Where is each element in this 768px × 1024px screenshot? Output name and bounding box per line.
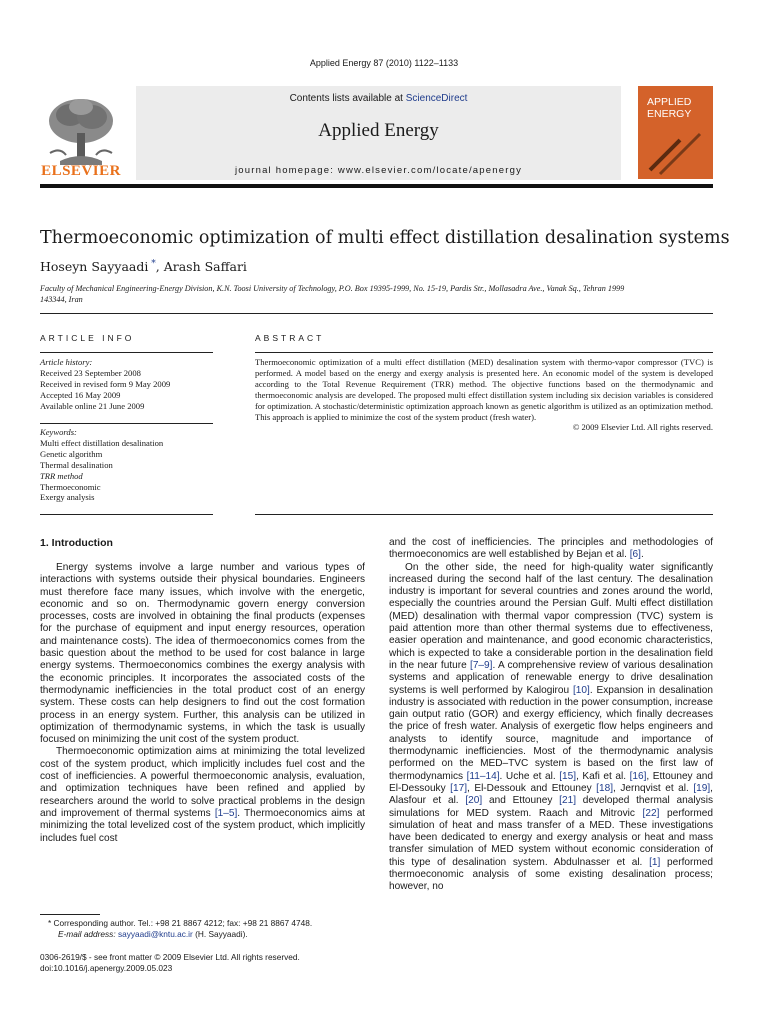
abstract-copyright: © 2009 Elsevier Ltd. All rights reserved.: [572, 422, 713, 433]
text-run: , Ettouney and El-Dessouky: [389, 770, 714, 794]
corresponding-author-note: * Corresponding author. Tel.: +98 21 8867 4212; fax: +98 21 8867 4748.: [48, 918, 313, 928]
doi-line[interactable]: doi:10.1016/j.apenergy.2009.05.023: [40, 963, 173, 973]
article-info-rule: [40, 352, 213, 353]
keyword-item: Thermal desalination: [40, 459, 113, 470]
email-label: E-mail address:: [58, 929, 118, 939]
keyword-item: TRR method: [40, 470, 83, 481]
intro-paragraph: [40, 746, 365, 844]
section-heading-introduction: 1. Introduction: [40, 537, 113, 549]
publication-info: [40, 952, 440, 974]
reference-link[interactable]: [1–5]: [214, 807, 238, 819]
email-line: [40, 929, 370, 940]
header-rule: [40, 184, 713, 188]
intro-paragraph: Energy systems involve a large number and various types of interactions with systems outside their physical boundaries. Engineers must therefore face many issues, which involve with the energetic, economic and so on. Thermodynamic govern energy conversion processes, costs are involved in obtaining the final products (expenses for the purchase of equipment and input energy resources, operation and maintenance costs). The idea of thermoeconomics comes from the basic question about the method to be used for cost balance in large energy systems. Thermoeconomics combines the exergy analysis with the economic principles. It incorporates the associated costs of the thermodynamic inefficiencies in the total product cost of an energy system. These costs can help designers to find out the cost formation process in an energy system. Further, this analysis can be utilized in optimization of thermodynamic systems, in which the task is usually focused on minimizing the unit cost of the system product.: [40, 562, 365, 746]
reference-link[interactable]: [17]: [450, 782, 468, 794]
abstract-label: ABSTRACT: [255, 333, 325, 343]
text-run: , Alasfour et al.: [389, 782, 713, 807]
history-item: Received 23 September 2008: [40, 367, 141, 378]
author-affiliation: Faculty of Mechanical Engineering-Energy Division, K.N. Toosi University of Technology, P.O. Box 19395-1999, No. 15-19, Pardis Str., Mollasadra Ave., Vanak Sq., Tehran 1999 143344, Iran: [40, 284, 625, 304]
keyword-item: Exergy analysis: [40, 492, 95, 503]
keywords-rule: [40, 423, 213, 424]
reference-link[interactable]: [21]: [559, 795, 577, 807]
article-info-label: ARTICLE INFO: [40, 333, 135, 343]
reference-link[interactable]: [22]: [642, 807, 660, 819]
text-run: , El-Dessouk and Ettouney: [467, 782, 597, 794]
text-run: Thermoeconomic optimization aims at minimizing the total levelized cost of the system product, which implicitly includes fuel cost and the cost of inefficiencies. A powerful thermoeconomic analysis, evaluation, and optimization techniques have been refined and applied by researchers around the world to solve practical problems in the design and improvement of thermal systems: [40, 746, 365, 819]
text-run: . Uche et al.: [499, 770, 560, 782]
body-column-left: [40, 562, 365, 845]
text-run: performed simulation of heat and mass transfer of a MED. These investigations have been dedicated to energy and exergy analysis or heat and mass transfer simulation of MED system without economic consideration of this type of desalination system. Abdulnasser et al.: [389, 807, 713, 868]
footnote: [40, 918, 370, 940]
keyword-item: Thermoeconomic: [40, 481, 101, 492]
reference-link[interactable]: [7–9]: [470, 659, 493, 671]
author-separator: ,: [155, 259, 164, 275]
text-run: On the other side, the need for high-quality water significantly increased during the second half of the last century. The desalination industry is important for several countries and zones around the world, especially the countries around the Persian Gulf. Multi effect distillation (MED) desalination with thermal vapor compression (TVC) system is paid attention more than other thermal systems due to effectiveness, easier operation and maintenance, and good economic characteristics, which is expected to take a considerable portion in the desalination field in the near future: [389, 561, 713, 671]
sciencedirect-link[interactable]: ScienceDirect: [405, 93, 468, 104]
text-run: and Ettouney: [482, 795, 560, 807]
text-run: . Expansion in desalination industry is associated with reduction in the power consumption, increase gain output ratio (GOR) and exergy efficiency, which finally decreases the price of fresh water. Analysis of exergetic flow helps engineers and analysts to identify source, magnitude and importance of thermodynamic inefficiencies. Most of the thermodynamic analysis performed on the MED–TVC system is based on the first law of thermodynamics: [389, 684, 713, 782]
author-name[interactable]: Hoseyn Sayyaadi: [40, 259, 149, 275]
keyword-item: Genetic algorithm: [40, 448, 103, 459]
section-divider: [40, 313, 713, 314]
article-history: [40, 357, 220, 412]
text-run: and the cost of inefficiencies. The principles and methodologies of thermoeconomics are well established by Bejan et al.: [389, 537, 713, 561]
keywords-label: Keywords:: [40, 427, 77, 437]
history-item: Available online 21 June 2009: [40, 400, 145, 411]
email-link[interactable]: sayyaadi@kntu.ac.ir: [117, 929, 193, 939]
reference-link[interactable]: [18]: [596, 782, 613, 794]
history-label: Article history:: [40, 357, 93, 367]
journal-homepage[interactable]: journal homepage: www.elsevier.com/locate/apenergy: [234, 165, 523, 176]
reference-link[interactable]: [10]: [572, 684, 590, 696]
text-run: , Kafi et al.: [576, 770, 630, 782]
footnote-rule: [40, 914, 100, 915]
reference-link[interactable]: [16]: [629, 770, 647, 782]
contents-prefix: Contents lists available at: [289, 93, 406, 104]
author-list: [40, 259, 247, 274]
reference-link[interactable]: [20]: [465, 795, 483, 807]
article-info-end-rule: [40, 514, 213, 515]
journal-citation: Applied Energy 87 (2010) 1122–1133: [309, 58, 459, 68]
text-run: .: [640, 549, 644, 561]
reference-link[interactable]: [1]: [649, 856, 661, 868]
keyword-item: Multi effect distillation desalination: [40, 437, 164, 448]
reference-link[interactable]: [19]: [693, 782, 711, 794]
history-item: Received in revised form 9 May 2009: [40, 378, 171, 389]
abstract-rule: [255, 352, 713, 353]
text-run: . A comprehensive review of various desalination systems and application of renewable energy to drive desalination systems is well performed by Kalogirou: [389, 659, 713, 696]
paper-title: Thermoeconomic optimization of multi effect distillation desalination systems: [40, 228, 730, 248]
abstract-end-rule: [255, 514, 713, 515]
intro-paragraph: [389, 562, 713, 894]
text-run: , Jernqvist et al.: [613, 782, 694, 794]
contents-line: [136, 93, 621, 104]
abstract-body: Thermoeconomic optimization of a multi effect distillation (MED) desalination system with thermo-vapor compressor (TVC) is performed. A model based on the energy and exergy analysis is presented here. An economic model of the system is developed according to the Total Revenue Requirement (TRR) method. The objective functions based on the thermodynamic and thermoeconomic analysis are developed. The proposed multi effect distillation system including six decision variables is considered for optimization. A stochastic/deterministic optimization approach known as genetic algorithm is utilized as an optimization method. This approach is applied to minimize the cost of the system product (fresh water).: [255, 357, 713, 422]
text-run: performed thermoeconomic analysis of some existing desalination process; however, no: [389, 856, 713, 893]
journal-cover-art: [640, 130, 712, 178]
text-run: . Thermoeconomics aims at minimizing the total levelized cost of the system product, which implicitly includes fuel cost: [40, 807, 365, 844]
reference-link[interactable]: [6]: [629, 549, 641, 561]
intro-paragraph: [389, 537, 713, 562]
reference-link[interactable]: [15]: [559, 770, 577, 782]
corresponding-author-mark[interactable]: *: [148, 259, 156, 269]
author-name[interactable]: Arash Saffari: [163, 259, 247, 275]
journal-cover-title: APPLIED ENERGY: [647, 96, 692, 120]
journal-title: Applied Energy: [318, 120, 439, 141]
elsevier-wordmark: ELSEVIER: [41, 163, 121, 179]
keywords-list: [40, 427, 220, 503]
body-column-right: [389, 537, 713, 894]
email-suffix: (H. Sayyaadi).: [192, 929, 248, 939]
history-item: Accepted 16 May 2009: [40, 389, 121, 400]
reference-link[interactable]: [11–14]: [466, 770, 500, 782]
issn-line: 0306-2619/$ - see front matter © 2009 Elsevier Ltd. All rights reserved.: [40, 952, 300, 962]
text-run: developed thermal analysis simulations for MED system. Raach and Mitrovic: [389, 795, 713, 819]
abstract-text: [255, 357, 713, 433]
